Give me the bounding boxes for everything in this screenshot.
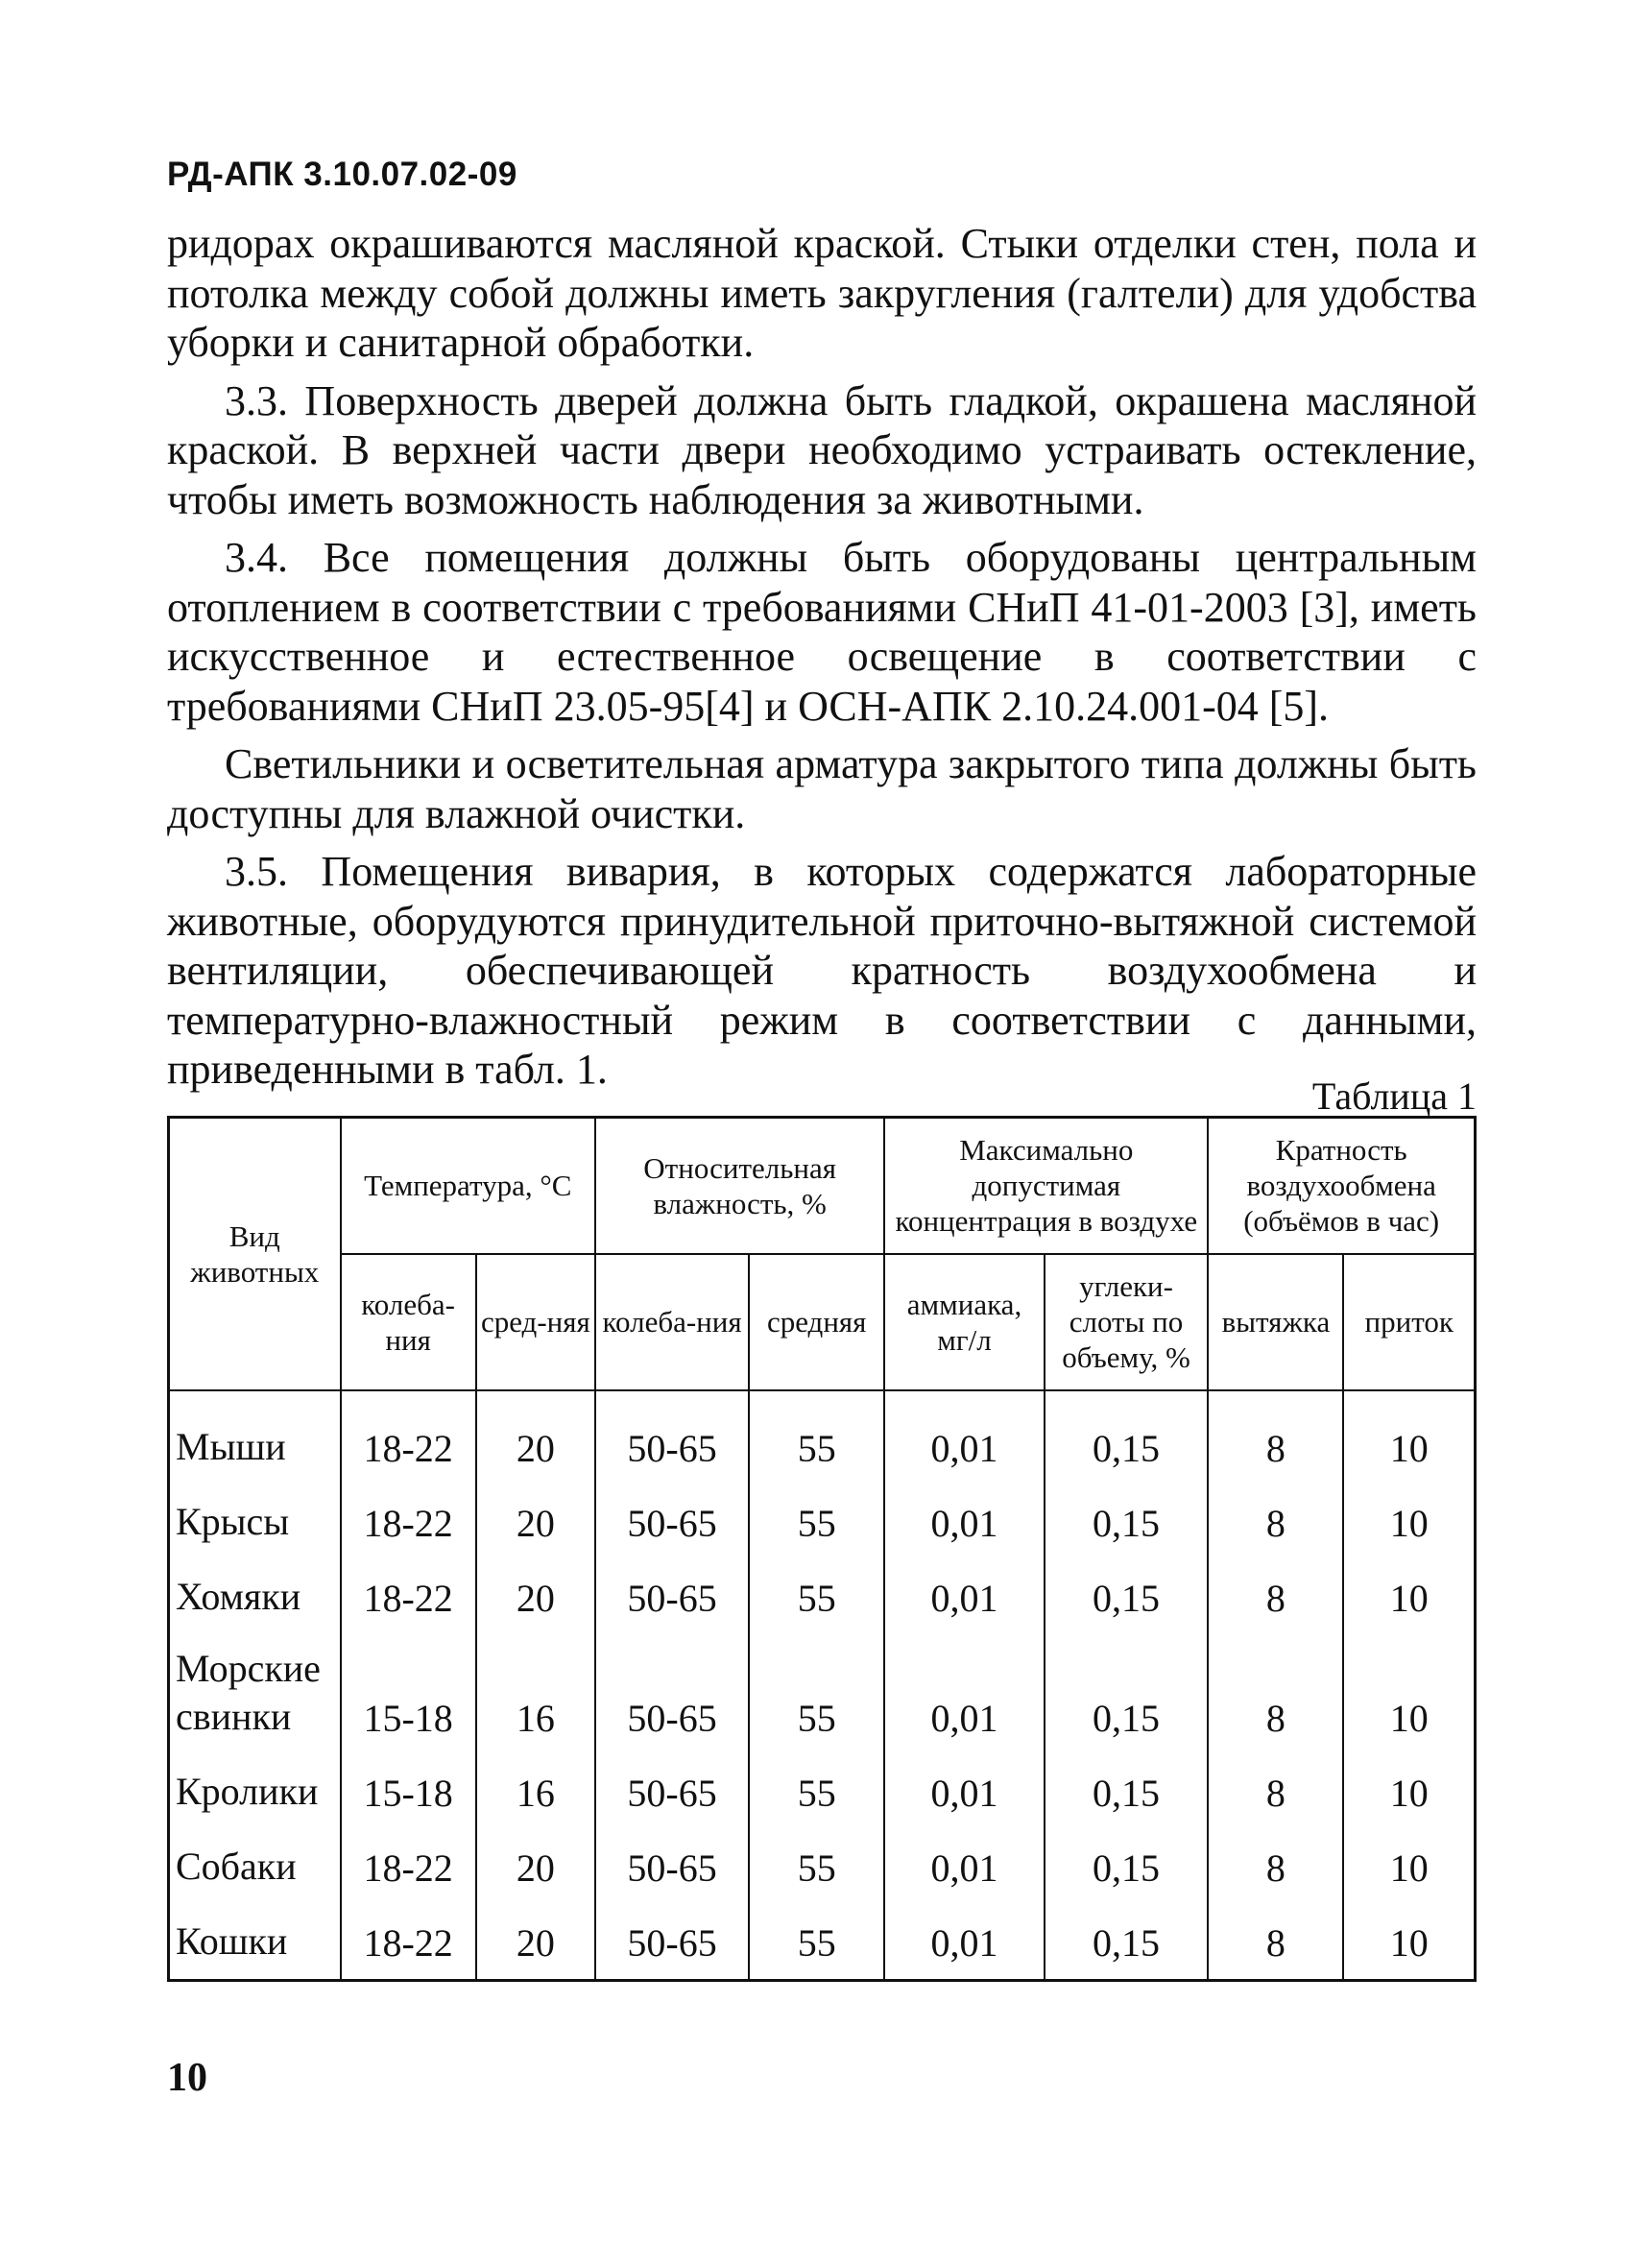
cell-temp-range: 15-18 [341,1624,476,1744]
cell-exhaust: 8 [1208,1744,1343,1819]
cell-temp-avg: 16 [476,1624,595,1744]
paragraph: Светильники и осветительная арматура закрытого типа должны быть доступны для влажной очистки. [167,740,1477,837]
table-row [169,1390,1476,1474]
paragraph: ридорах окрашиваются масляной краской. Стыки отделки стен, пола и потолка между собой должны иметь закругления (галтели) для удобства уборки и санитарной обработки. [167,220,1477,366]
table-row [169,1894,1476,1981]
table-row [169,1474,1476,1549]
table-caption: Таблица 1 [1311,1074,1477,1118]
cell-co2: 0,15 [1045,1624,1209,1744]
document-code: РД-АПК 3.10.07.02-09 [167,156,517,193]
paragraph: 3.3. Поверхность дверей должна быть гладкой, окрашена масляной краской. В верхней части двери необходимо устраивать остекление, чтобы иметь возможность наблюдения за животными. [167,376,1477,523]
table-row [169,1624,1476,1744]
header-temp-range: колеба-ния [341,1254,476,1390]
cell-intake: 10 [1343,1390,1475,1474]
cell-animal: Собаки [169,1819,341,1894]
cell-exhaust: 8 [1208,1624,1343,1744]
cell-temp-avg: 20 [476,1390,595,1474]
ventilation-table [167,1116,1477,1982]
cell-exhaust: 8 [1208,1819,1343,1894]
cell-temp-range: 18-22 [341,1474,476,1549]
cell-intake: 10 [1343,1819,1475,1894]
header-temperature: Температура, °C [341,1118,595,1254]
cell-temp-range: 18-22 [341,1549,476,1624]
cell-hum-range: 50-65 [595,1549,749,1624]
cell-hum-avg: 55 [749,1474,884,1549]
cell-hum-range: 50-65 [595,1624,749,1744]
table-row [169,1549,1476,1624]
cell-ammonia: 0,01 [884,1474,1044,1549]
cell-temp-range: 18-22 [341,1390,476,1474]
cell-temp-avg: 20 [476,1474,595,1549]
header-co2: углеки-слоты по объему, % [1045,1254,1209,1390]
cell-co2: 0,15 [1045,1474,1209,1549]
cell-intake: 10 [1343,1549,1475,1624]
header-humidity: Относительная влажность, % [595,1118,884,1254]
cell-hum-range: 50-65 [595,1390,749,1474]
cell-co2: 0,15 [1045,1894,1209,1981]
table-row [169,1744,1476,1819]
cell-temp-range: 15-18 [341,1744,476,1819]
header-ammonia: аммиака, мг/л [884,1254,1044,1390]
cell-ammonia: 0,01 [884,1894,1044,1981]
header-intake: приток [1343,1254,1475,1390]
cell-intake: 10 [1343,1894,1475,1981]
cell-co2: 0,15 [1045,1549,1209,1624]
cell-ammonia: 0,01 [884,1819,1044,1894]
header-concentration: Максимально допустимая концентрация в воздухе [884,1118,1208,1254]
paragraph: 3.5. Помещения вивария, в которых содержатся лабораторные животные, оборудуются принудительной приточно-вытяжной системой вентиляции, обеспечивающей кратность воздухообмена и температурно-влажностный режим в соответствии с данными, приведенными в табл. 1. [167,848,1477,1093]
cell-temp-avg: 20 [476,1819,595,1894]
cell-ammonia: 0,01 [884,1624,1044,1744]
table-row [169,1819,1476,1894]
cell-animal: Морские свинки [169,1624,341,1744]
header-hum-avg: средняя [749,1254,884,1390]
cell-hum-range: 50-65 [595,1819,749,1894]
cell-animal: Кролики [169,1744,341,1819]
cell-hum-avg: 55 [749,1894,884,1981]
header-air-exchange: Кратность воздухообмена (объёмов в час) [1208,1118,1475,1254]
cell-ammonia: 0,01 [884,1744,1044,1819]
page-number: 10 [167,2056,207,2100]
cell-animal: Хомяки [169,1549,341,1624]
cell-exhaust: 8 [1208,1390,1343,1474]
cell-exhaust: 8 [1208,1474,1343,1549]
cell-hum-avg: 55 [749,1819,884,1894]
cell-animal: Мыши [169,1390,341,1474]
cell-exhaust: 8 [1208,1549,1343,1624]
paragraph: 3.4. Все помещения должны быть оборудованы центральным отоплением в соответствии с требованиями СНиП 41-01-2003 [3], иметь искусственное и естественное освещение в соответствии с требованиями СНиП 23.05-95[4] и ОСН-АПК 2.10.24.001-04 [5]. [167,534,1477,730]
cell-hum-avg: 55 [749,1549,884,1624]
cell-exhaust: 8 [1208,1894,1343,1981]
cell-intake: 10 [1343,1744,1475,1819]
cell-hum-avg: 55 [749,1744,884,1819]
cell-temp-range: 18-22 [341,1894,476,1981]
cell-hum-avg: 55 [749,1624,884,1744]
cell-hum-range: 50-65 [595,1894,749,1981]
cell-animal: Крысы [169,1474,341,1549]
cell-intake: 10 [1343,1624,1475,1744]
cell-ammonia: 0,01 [884,1390,1044,1474]
cell-hum-range: 50-65 [595,1474,749,1549]
cell-intake: 10 [1343,1474,1475,1549]
cell-temp-avg: 20 [476,1549,595,1624]
header-hum-range: колеба-ния [595,1254,749,1390]
cell-ammonia: 0,01 [884,1549,1044,1624]
cell-hum-avg: 55 [749,1390,884,1474]
header-animal: Вид животных [169,1118,341,1390]
header-exhaust: вытяжка [1208,1254,1343,1390]
cell-temp-avg: 20 [476,1894,595,1981]
header-temp-avg: сред-няя [476,1254,595,1390]
cell-co2: 0,15 [1045,1744,1209,1819]
cell-co2: 0,15 [1045,1390,1209,1474]
cell-co2: 0,15 [1045,1819,1209,1894]
cell-animal: Кошки [169,1894,341,1981]
cell-hum-range: 50-65 [595,1744,749,1819]
body-text [167,219,1477,1103]
cell-temp-range: 18-22 [341,1819,476,1894]
cell-temp-avg: 16 [476,1744,595,1819]
